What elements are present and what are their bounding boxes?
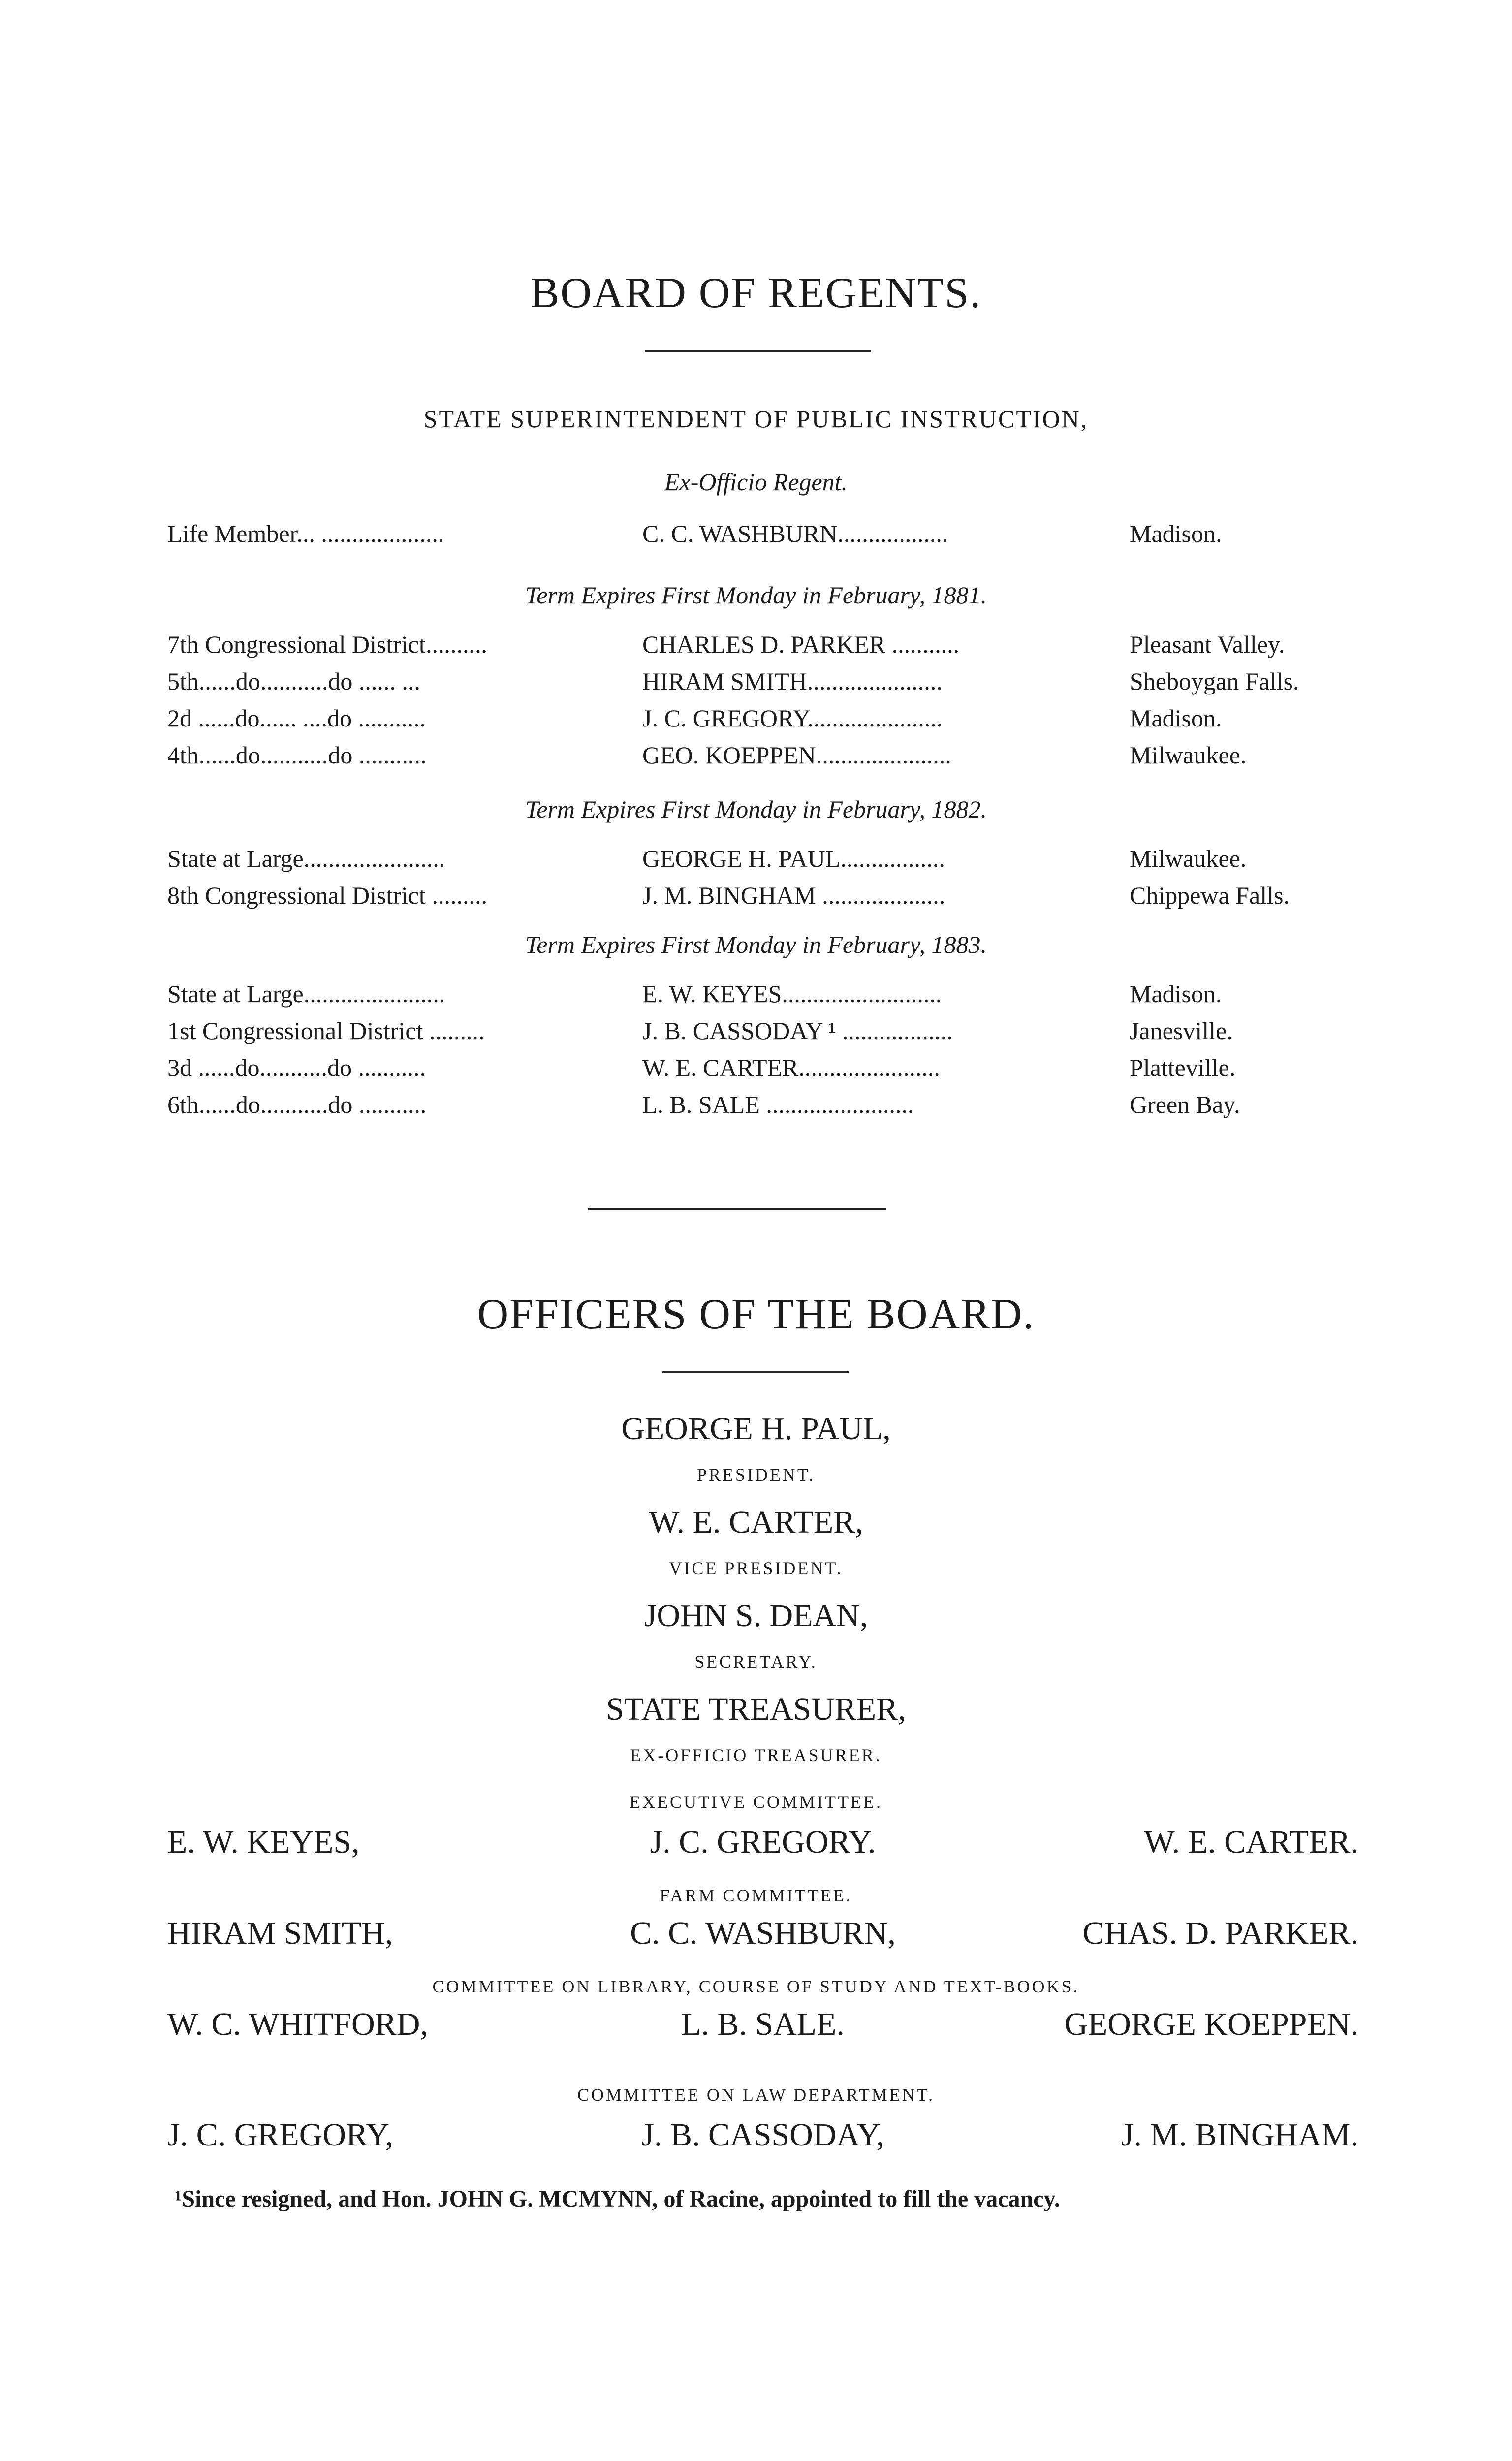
table-row <box>167 1053 1358 1088</box>
table-row <box>167 741 1358 775</box>
officer-name: JOHN S. DEAN, <box>644 1598 868 1634</box>
row-name: E. W. KEYES.......................... <box>642 980 942 1008</box>
row-label: 7th Congressional District.......... <box>167 631 487 658</box>
row-place: Milwaukee. <box>1130 845 1247 872</box>
committee-member: GEORGE KOEPPEN. <box>1064 2006 1358 2042</box>
row-label: 2d ......do...... ....do ........... <box>167 704 426 732</box>
row-place: Platteville. <box>1130 1054 1236 1081</box>
row-place: Janesville. <box>1130 1017 1233 1044</box>
row-name: C. C. WASHBURN.................. <box>642 520 948 547</box>
row-name: J. M. BINGHAM .................... <box>642 882 945 909</box>
row-name: CHARLES D. PARKER ........... <box>642 631 960 658</box>
officers-title: OFFICERS OF THE BOARD. <box>477 1291 1035 1338</box>
term-heading-1882: Term Expires First Monday in February, 1882. <box>525 795 987 823</box>
table-row <box>167 704 1358 738</box>
table-row <box>167 1016 1358 1051</box>
row-label: 1st Congressional District ......... <box>167 1017 485 1044</box>
table-row <box>167 630 1358 664</box>
committee-member: C. C. WASHBURN, <box>630 1915 896 1951</box>
table-row <box>167 979 1358 1014</box>
row-name: W. E. CARTER....................... <box>642 1054 940 1081</box>
row-place: Madison. <box>1130 980 1222 1008</box>
officer-role: VICE PRESIDENT. <box>669 1558 843 1578</box>
committee-member: L. B. SALE. <box>681 2006 845 2042</box>
row-place: Madison. <box>1130 704 1222 732</box>
officer-role: EX-OFFICIO TREASURER. <box>630 1745 882 1765</box>
committee-member: W. C. WHITFORD, <box>167 2006 428 2042</box>
row-name: J. B. CASSODAY ¹ .................. <box>642 1017 953 1044</box>
committee-member: J. C. GREGORY. <box>650 1824 876 1860</box>
table-row <box>167 1090 1358 1125</box>
officer-name: STATE TREASURER, <box>606 1691 906 1727</box>
row-label: 8th Congressional District ......... <box>167 882 487 909</box>
row-label: Life Member... .................... <box>167 520 444 547</box>
row-place: Pleasant Valley. <box>1130 631 1285 658</box>
committee-heading: COMMITTEE ON LAW DEPARTMENT. <box>577 2085 935 2105</box>
committee-members <box>167 1824 1358 1868</box>
row-label: 6th......do...........do ........... <box>167 1091 427 1118</box>
table-row <box>167 667 1358 701</box>
committee-heading: EXECUTIVE COMMITTEE. <box>630 1792 882 1812</box>
committee-members <box>167 2006 1358 2050</box>
officer-role: SECRETARY. <box>694 1652 818 1672</box>
committee-heading: COMMITTEE ON LIBRARY, COURSE OF STUDY AND TEXT-BOOKS. <box>432 1977 1080 1996</box>
row-label: 4th......do...........do ........... <box>167 741 427 769</box>
row-place: Sheboygan Falls. <box>1130 667 1299 695</box>
section-divider <box>588 1208 886 1210</box>
footnote: ¹Since resigned, and Hon. JOHN G. MCMYNN, of Racine, appointed to fill the vacancy. <box>175 2186 1060 2212</box>
row-place: Madison. <box>1130 520 1222 547</box>
row-label: State at Large....................... <box>167 845 445 872</box>
committee-member: E. W. KEYES, <box>167 1824 360 1860</box>
term-heading-1881: Term Expires First Monday in February, 1881. <box>525 581 987 609</box>
committee-member: J. B. CASSODAY, <box>641 2117 884 2153</box>
row-name: GEORGE H. PAUL................. <box>642 845 945 872</box>
ex-officio-line: Ex-Officio Regent. <box>664 468 848 496</box>
row-place: Green Bay. <box>1130 1091 1240 1118</box>
committee-member: W. E. CARTER. <box>1144 1824 1358 1860</box>
term-heading-1883: Term Expires First Monday in February, 1883. <box>525 931 987 958</box>
row-place: Chippewa Falls. <box>1130 882 1290 909</box>
row-name: GEO. KOEPPEN...................... <box>642 741 951 769</box>
row-name: J. C. GREGORY...................... <box>642 704 943 732</box>
committee-member: CHAS. D. PARKER. <box>1082 1915 1358 1951</box>
row-label: State at Large....................... <box>167 980 445 1008</box>
title-divider <box>662 1371 849 1373</box>
committee-heading: FARM COMMITTEE. <box>660 1886 852 1905</box>
regents-title: BOARD OF REGENTS. <box>530 269 982 317</box>
state-superintendent-line: STATE SUPERINTENDENT OF PUBLIC INSTRUCTION, <box>423 405 1089 433</box>
committee-members <box>167 2116 1358 2161</box>
row-place: Milwaukee. <box>1130 741 1247 769</box>
officer-name: W. E. CARTER, <box>649 1504 863 1540</box>
row-label: 3d ......do...........do ........... <box>167 1054 426 1081</box>
table-row <box>167 881 1358 915</box>
title-divider <box>645 350 871 352</box>
row-name: HIRAM SMITH...................... <box>642 667 943 695</box>
row-label: 5th......do...........do ...... ... <box>167 667 420 695</box>
officer-role: PRESIDENT. <box>696 1465 816 1484</box>
officer-name: GEORGE H. PAUL, <box>621 1411 891 1447</box>
table-row <box>167 844 1358 879</box>
life-member-row <box>167 519 1358 554</box>
row-name: L. B. SALE ........................ <box>642 1091 914 1118</box>
committee-member: J. M. BINGHAM. <box>1121 2117 1358 2153</box>
committee-member: HIRAM SMITH, <box>167 1915 393 1951</box>
committee-members <box>167 1915 1358 1959</box>
committee-member: J. C. GREGORY, <box>167 2117 394 2153</box>
